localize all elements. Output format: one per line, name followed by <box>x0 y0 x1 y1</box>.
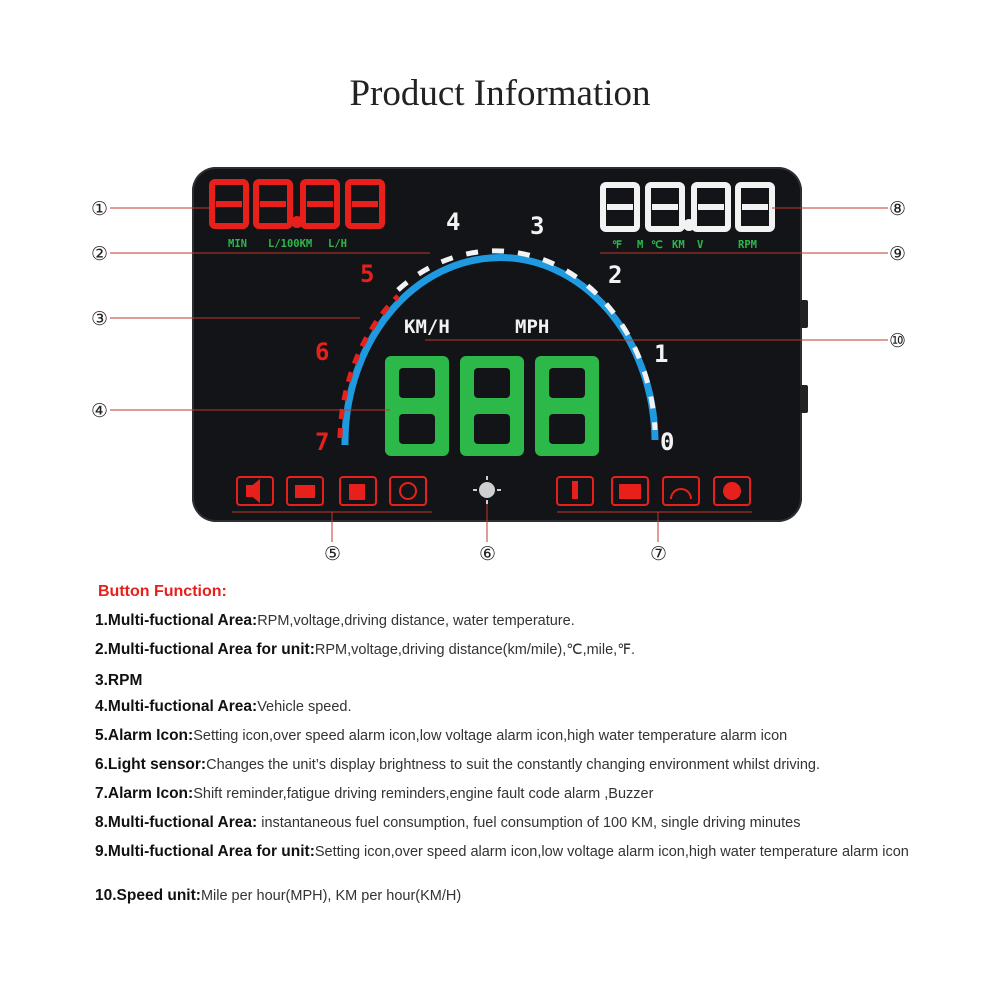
page-title: Product Information <box>349 73 651 114</box>
list-item: 1.Multi-fuctional Area:RPM,voltage,driving distance, water temperature. <box>95 612 575 629</box>
top-left-unit-labels <box>228 238 347 250</box>
speed-display <box>385 356 599 456</box>
speed-unit-labels <box>404 316 549 338</box>
callout-9: ⑨ <box>889 243 907 265</box>
unit-label-f: ℉ <box>612 239 622 251</box>
rpm-number-3: 3 <box>530 212 545 240</box>
list-item: 3.RPM <box>95 672 143 689</box>
unit-label-km: KM <box>672 239 685 251</box>
callout-6: ⑥ <box>479 543 497 565</box>
button-function-heading: Button Function: <box>98 583 227 600</box>
list-item: 8.Multi-fuctional Area: instantaneous fuel consumption, fuel consumption of 100 KM, single driving minutes <box>95 814 801 831</box>
list-item: 7.Alarm Icon:Shift reminder,fatigue driving reminders,engine fault code alarm ,Buzzer <box>95 785 654 802</box>
rpm-number-4: 4 <box>446 208 461 236</box>
top-right-unit-labels <box>612 239 757 251</box>
shift-reminder-icon <box>390 477 426 505</box>
rpm-number-2: 2 <box>608 261 623 289</box>
callout-7: ⑦ <box>650 543 668 565</box>
list-item: 10.Speed unit:Mile per hour(MPH), KM per hour(KM/H) <box>95 887 462 904</box>
speed-unit-mph: MPH <box>515 316 550 338</box>
top-left-red-display <box>212 182 382 226</box>
overspeed-gauge-icon <box>663 477 699 505</box>
alarm-icons-left <box>237 477 426 505</box>
list-item: 6.Light sensor:Changes the unit’s display brightness to suit the constantly changing environment whilst driving. <box>95 756 821 773</box>
callout-4: ④ <box>91 400 109 422</box>
callout-1: ① <box>91 198 109 220</box>
unit-label-min: MIN <box>228 238 247 250</box>
speed-unit-kmh: KM/H <box>404 316 450 338</box>
unit-label-c: ℃ <box>651 239 663 251</box>
rpm-number-1: 1 <box>654 340 669 368</box>
rpm-number-5: 5 <box>360 260 375 288</box>
list-item: 5.Alarm Icon:Setting icon,over speed alarm icon,low voltage alarm icon,high water temperature alarm icon <box>95 727 788 744</box>
unit-label-rpm: RPM <box>738 239 757 251</box>
sun-sensor-icon <box>473 476 501 504</box>
alarm-icons-right <box>557 477 750 505</box>
list-item: 9.Multi-fuctional Area for unit:Setting icon,over speed alarm icon,low voltage alarm icon,high water temperature alarm icon <box>95 843 909 860</box>
rpm-number-0: 0 <box>660 428 675 456</box>
list-item: 4.Multi-fuctional Area:Vehicle speed. <box>95 698 352 715</box>
unit-label-v: V <box>697 239 704 251</box>
list-item: 2.Multi-fuctional Area for unit:RPM,voltage,driving distance(km/mile),℃,mile,℉. <box>95 641 636 658</box>
rpm-number-7: 7 <box>315 428 330 456</box>
unit-label-l100km: L/100KM <box>268 238 313 250</box>
callout-2: ② <box>91 243 109 265</box>
callout-3: ③ <box>91 308 109 330</box>
unit-label-m: M <box>637 239 644 251</box>
callout-10: ⑩ <box>889 330 907 352</box>
top-right-white-display <box>603 185 772 229</box>
callout-5: ⑤ <box>324 543 342 565</box>
rpm-number-6: 6 <box>315 338 330 366</box>
unit-label-lh: L/H <box>328 238 347 250</box>
callout-8: ⑧ <box>889 198 907 220</box>
